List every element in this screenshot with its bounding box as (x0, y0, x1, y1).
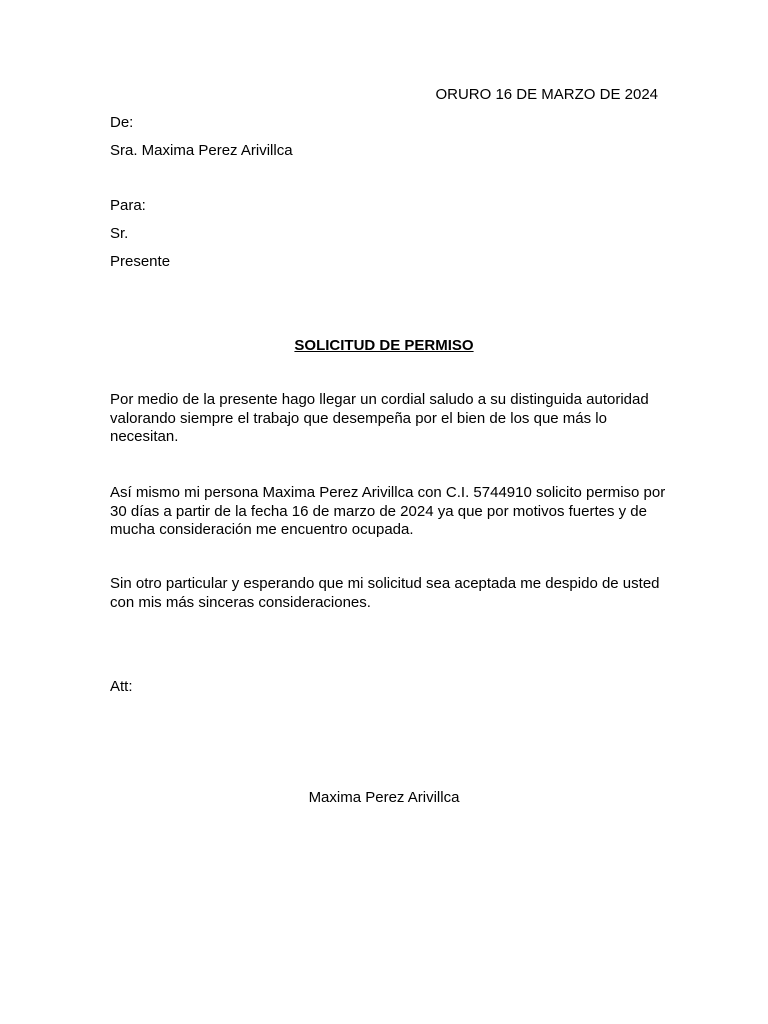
from-label: De: (110, 114, 134, 131)
subject-title: SOLICITUD DE PERMISO (294, 337, 474, 354)
to-title: Sr. (110, 225, 129, 242)
to-label: Para: (110, 197, 146, 214)
signature-name: Maxima Perez Arivillca (308, 789, 460, 806)
paragraph-farewell: Sin otro particular y esperando que mi solicitud sea aceptada me despido de usted con mis más sinceras consideraciones. (110, 575, 660, 611)
from-name: Sra. Maxima Perez Arivillca (110, 142, 293, 159)
paragraph-request: Así mismo mi persona Maxima Perez Arivillca con C.I. 5744910 solicito permiso por 30 días a partir de la fecha 16 de marzo de 2024 ya que por motivos fuertes y de mucha consideración me encuentro ocupada. (110, 484, 666, 538)
closing-att: Att: (110, 678, 133, 695)
to-presente: Presente (110, 253, 171, 270)
paragraph-greeting: Por medio de la presente hago llegar un cordial saludo a su distinguida autoridad valorando siempre el trabajo que desempeña por el bien de los que más lo necesitan. (110, 391, 649, 445)
date-line: ORURO 16 DE MARZO DE 2024 (435, 86, 658, 103)
